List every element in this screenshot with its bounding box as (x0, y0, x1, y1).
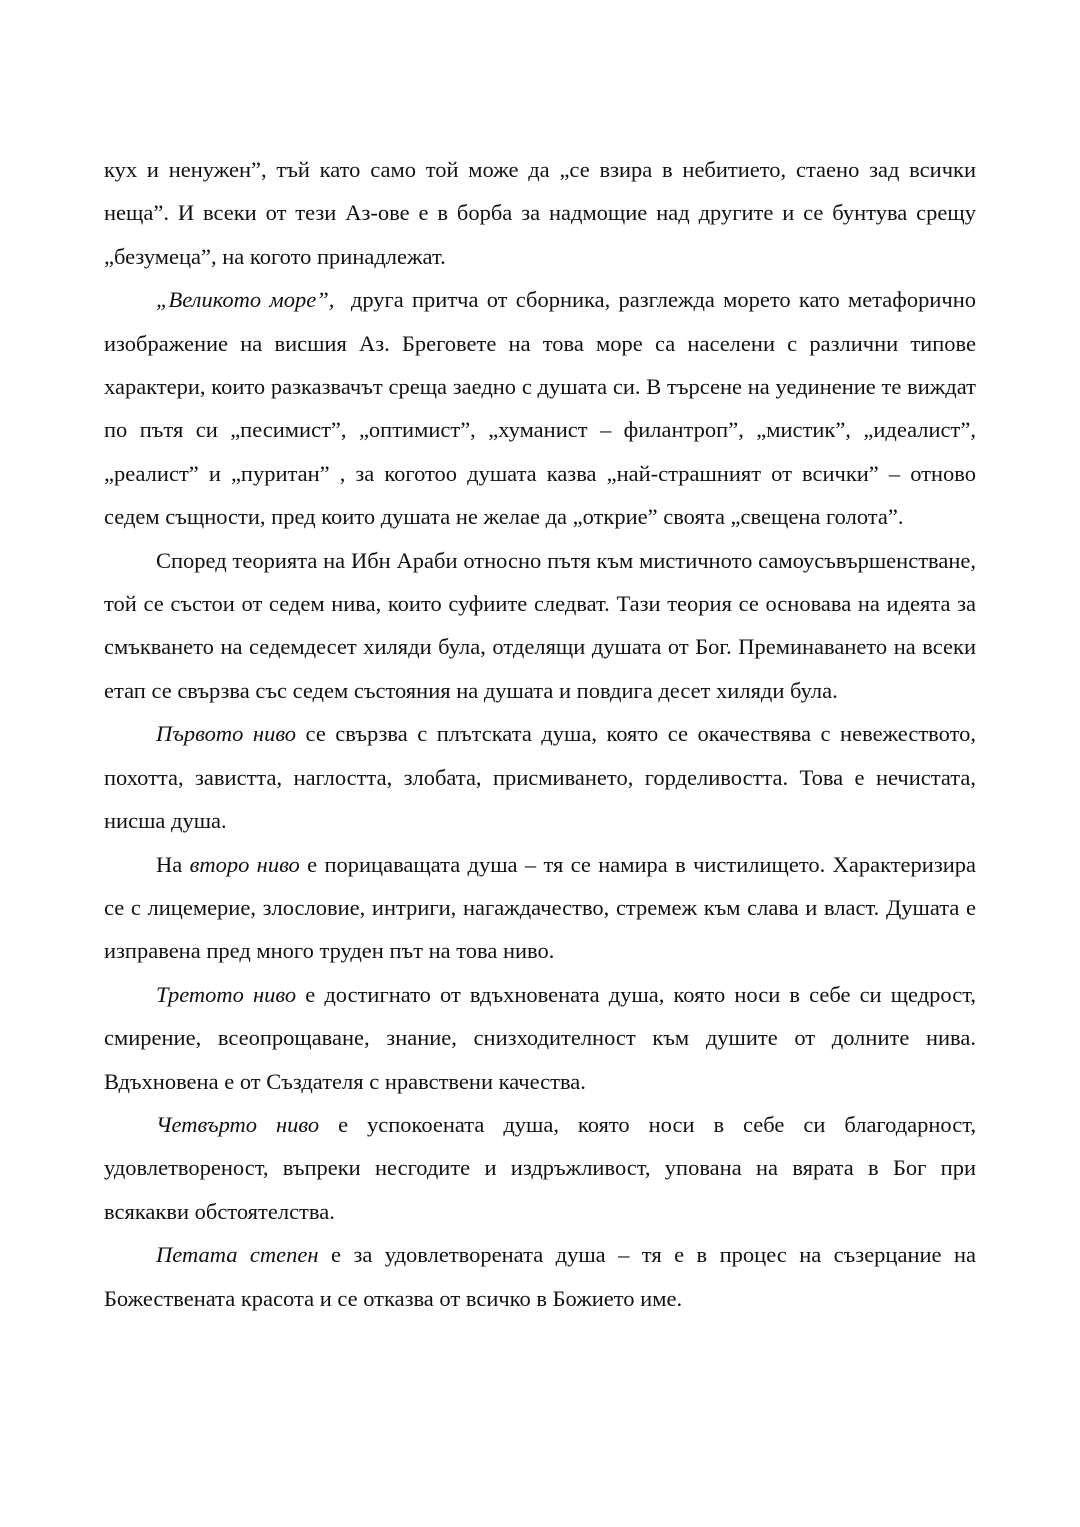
paragraph-2-text: друга притча от сборника, разглежда морето като метафорично изображение на висшия Аз. Бреговете на това море са населени с различни типове характери, които разказвачът среща заедно с душата си. В търсене на уединение те виждат по пътя си „песимист”, „оптимист”, „хуманист – филантроп”, „мистик”, „идеалист”, „реалист” и „пуритан” , за коготоо душата казва „най-страшният от всички” – отново седем същности, пред които душата не желае да „открие” своята „свещена голота”. (104, 287, 982, 530)
document-page (104, 148, 982, 1320)
paragraph-5-text: е порицаващата душа – тя се намира в чистилището. Характеризира се с лицемерие, злословие, интриги, нагаждачество, стремеж към слава и власт. Душата е изправена пред много труден път на това ниво. (104, 851, 976, 964)
paragraph-7 (104, 1103, 976, 1233)
paragraph-2-italic: „Великото море”, (156, 287, 335, 313)
paragraph-4 (104, 712, 976, 842)
paragraph-1 (104, 148, 976, 278)
paragraph-5-before: На (156, 851, 190, 877)
paragraph-3 (104, 539, 976, 713)
paragraph-2 (104, 278, 982, 538)
paragraph-6-italic: Третото ниво (156, 981, 297, 1007)
paragraph-6 (104, 973, 976, 1103)
paragraph-8-text: е за удовлетворената душа – тя е в процес на съзерцание на Божествената красота и се отказва от всичко в Божието име. (104, 1242, 977, 1311)
paragraph-4-text: се свързва с плътската душа, която се окачествява с невежеството, похотта, завистта, наглостта, злобата, присмиването, горделивостта. Това е нечистата, нисша душа. (104, 721, 977, 834)
paragraph-6-text: е достигнато от вдъхновената душа, която носи в себе си щедрост, смирение, всеопрощаване, знание, снизходителност към душите от долните нива. Вдъхновена е от Създателя с нравствени качества. (104, 981, 976, 1094)
paragraph-3-text: Според теорията на Ибн Араби относно пътя към мистичното самоусъвършенстване, той се състои от седем нива, които суфиите следват. Тази теория се основава на идеята за смъкването на седемдесет хиляди була, отделящи душата от Бог. Преминаването на всеки етап се свързва със седем състояния на душата и повдига десет хиляди була. (104, 547, 976, 703)
paragraph-7-text: е успокоената душа, която носи в себе си благодарност, удовлетвореност, въпреки несгодите и издръжливост, упована на вярата в Бог при всякакви обстоятелства. (104, 1111, 976, 1224)
paragraph-4-italic: Първото ниво (156, 721, 297, 747)
paragraph-7-italic: Четвърто ниво (156, 1111, 320, 1137)
paragraph-8 (104, 1233, 976, 1320)
paragraph-1-text: кух и ненужен”, тъй като само той може да „се взира в небитието, стаено зад всички неща”. И всеки от тези Аз-ове е в борба за надмощие над другите и се бунтува срещу „безумеца”, на когото принадлежат. (104, 157, 976, 269)
paragraph-5 (104, 843, 976, 973)
paragraph-5-italic: второ ниво (189, 851, 300, 877)
paragraph-8-italic: Петата степен (156, 1242, 319, 1268)
